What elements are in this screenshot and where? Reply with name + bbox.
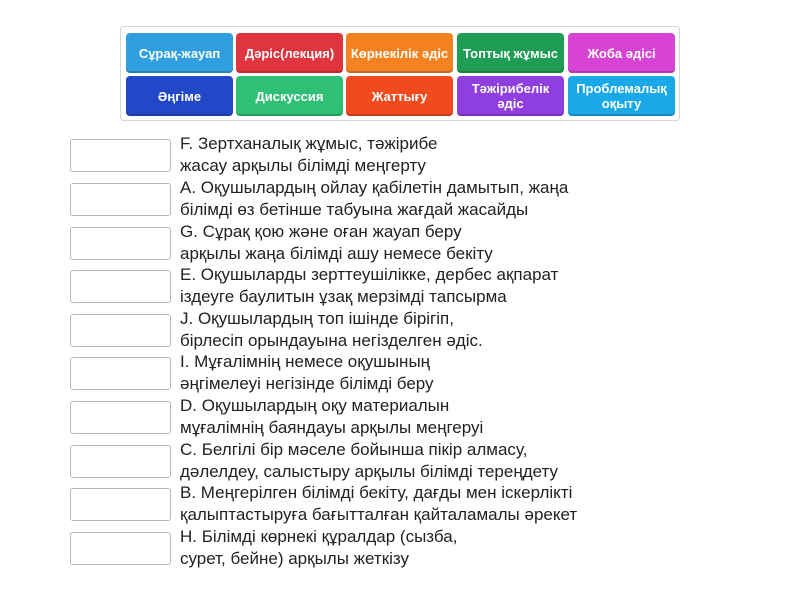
drop-slot-5[interactable]: [70, 314, 171, 347]
description-10: [180, 526, 740, 570]
tile-discussion[interactable]: Дискуссия: [236, 76, 343, 116]
description-2: [180, 177, 740, 221]
description-8-line-1: C. Белгілі бір мәселе бойынша пікір алмасу,: [180, 440, 528, 459]
drop-slot-1[interactable]: [70, 139, 171, 172]
drop-slot-2[interactable]: [70, 183, 171, 216]
tile-group-work[interactable]: Топтық жұмыс: [457, 33, 564, 73]
drop-slot-9[interactable]: [70, 488, 171, 521]
drop-slot-8[interactable]: [70, 445, 171, 478]
description-9-line-2: қалыптастыруға бағытталған қайталамалы әрекет: [180, 505, 578, 524]
description-1-line-2: жасау арқылы білімді меңгерту: [180, 156, 426, 175]
description-5-line-2: бірлесіп орындауына негізделген әдіс.: [180, 331, 483, 350]
word-bank: [120, 26, 680, 121]
description-2-line-2: білімді өз бетінше табуына жағдай жасайды: [180, 200, 529, 219]
description-5-line-1: J. Оқушылардың топ ішінде бірігіп,: [180, 309, 454, 328]
tile-problem-learning[interactable]: Проблемалық оқыту: [568, 76, 675, 116]
drop-slot-7[interactable]: [70, 401, 171, 434]
description-4-line-2: іздеуге баулитын ұзақ мерзімді тапсырма: [180, 287, 507, 306]
description-8-line-2: дәлелдеу, салыстыру арқылы білімді тереңдету: [180, 462, 558, 481]
description-9-line-1: B. Меңгерілген білімді бекіту, дағды мен іскерлікті: [180, 483, 573, 502]
description-9: [180, 482, 740, 526]
tile-experimental-method[interactable]: Тәжірибелік әдіс: [457, 76, 564, 116]
description-8: [180, 439, 740, 483]
description-7: [180, 395, 740, 439]
tile-conversation[interactable]: Әңгіме: [126, 76, 233, 116]
drop-slot-4[interactable]: [70, 270, 171, 303]
description-5: [180, 308, 740, 352]
description-3: [180, 221, 740, 265]
tile-lecture[interactable]: Дәріс(лекция): [236, 33, 343, 73]
description-2-line-1: A. Оқушылардың ойлау қабілетін дамытып, жаңа: [180, 178, 569, 197]
description-6-line-2: әңгімелеуі негізінде білімді беру: [180, 374, 434, 393]
tile-question-answer[interactable]: Сұрақ-жауап: [126, 33, 233, 73]
tile-visual-method[interactable]: Көрнекілік әдіс: [346, 33, 453, 73]
drop-slot-3[interactable]: [70, 227, 171, 260]
description-10-line-2: сурет, бейне) арқылы жеткізу: [180, 549, 410, 568]
description-6-line-1: I. Мұғалімнің немесе оқушының: [180, 352, 431, 371]
description-7-line-1: D. Оқушылардың оқу материалын: [180, 396, 450, 415]
description-1: [180, 133, 740, 177]
description-3-line-2: арқылы жаңа білімді ашу немесе бекіту: [180, 244, 493, 263]
description-7-line-2: мұғалімнің баяндауы арқылы меңгеруі: [180, 418, 484, 437]
tile-project-method[interactable]: Жоба әдісі: [568, 33, 675, 73]
description-1-line-1: F. Зертханалық жұмыс, тәжірибе: [180, 134, 438, 153]
description-4: [180, 264, 740, 308]
tile-exercise[interactable]: Жаттығу: [346, 76, 453, 116]
description-3-line-1: G. Сұрақ қою және оған жауап беру: [180, 222, 462, 241]
description-10-line-1: H. Білімді көрнекі құралдар (сызба,: [180, 527, 458, 546]
drop-slot-10[interactable]: [70, 532, 171, 565]
drop-slot-6[interactable]: [70, 357, 171, 390]
description-6: [180, 351, 740, 395]
description-4-line-1: E. Оқушыларды зерттеушілікке, дербес ақпарат: [180, 265, 559, 284]
